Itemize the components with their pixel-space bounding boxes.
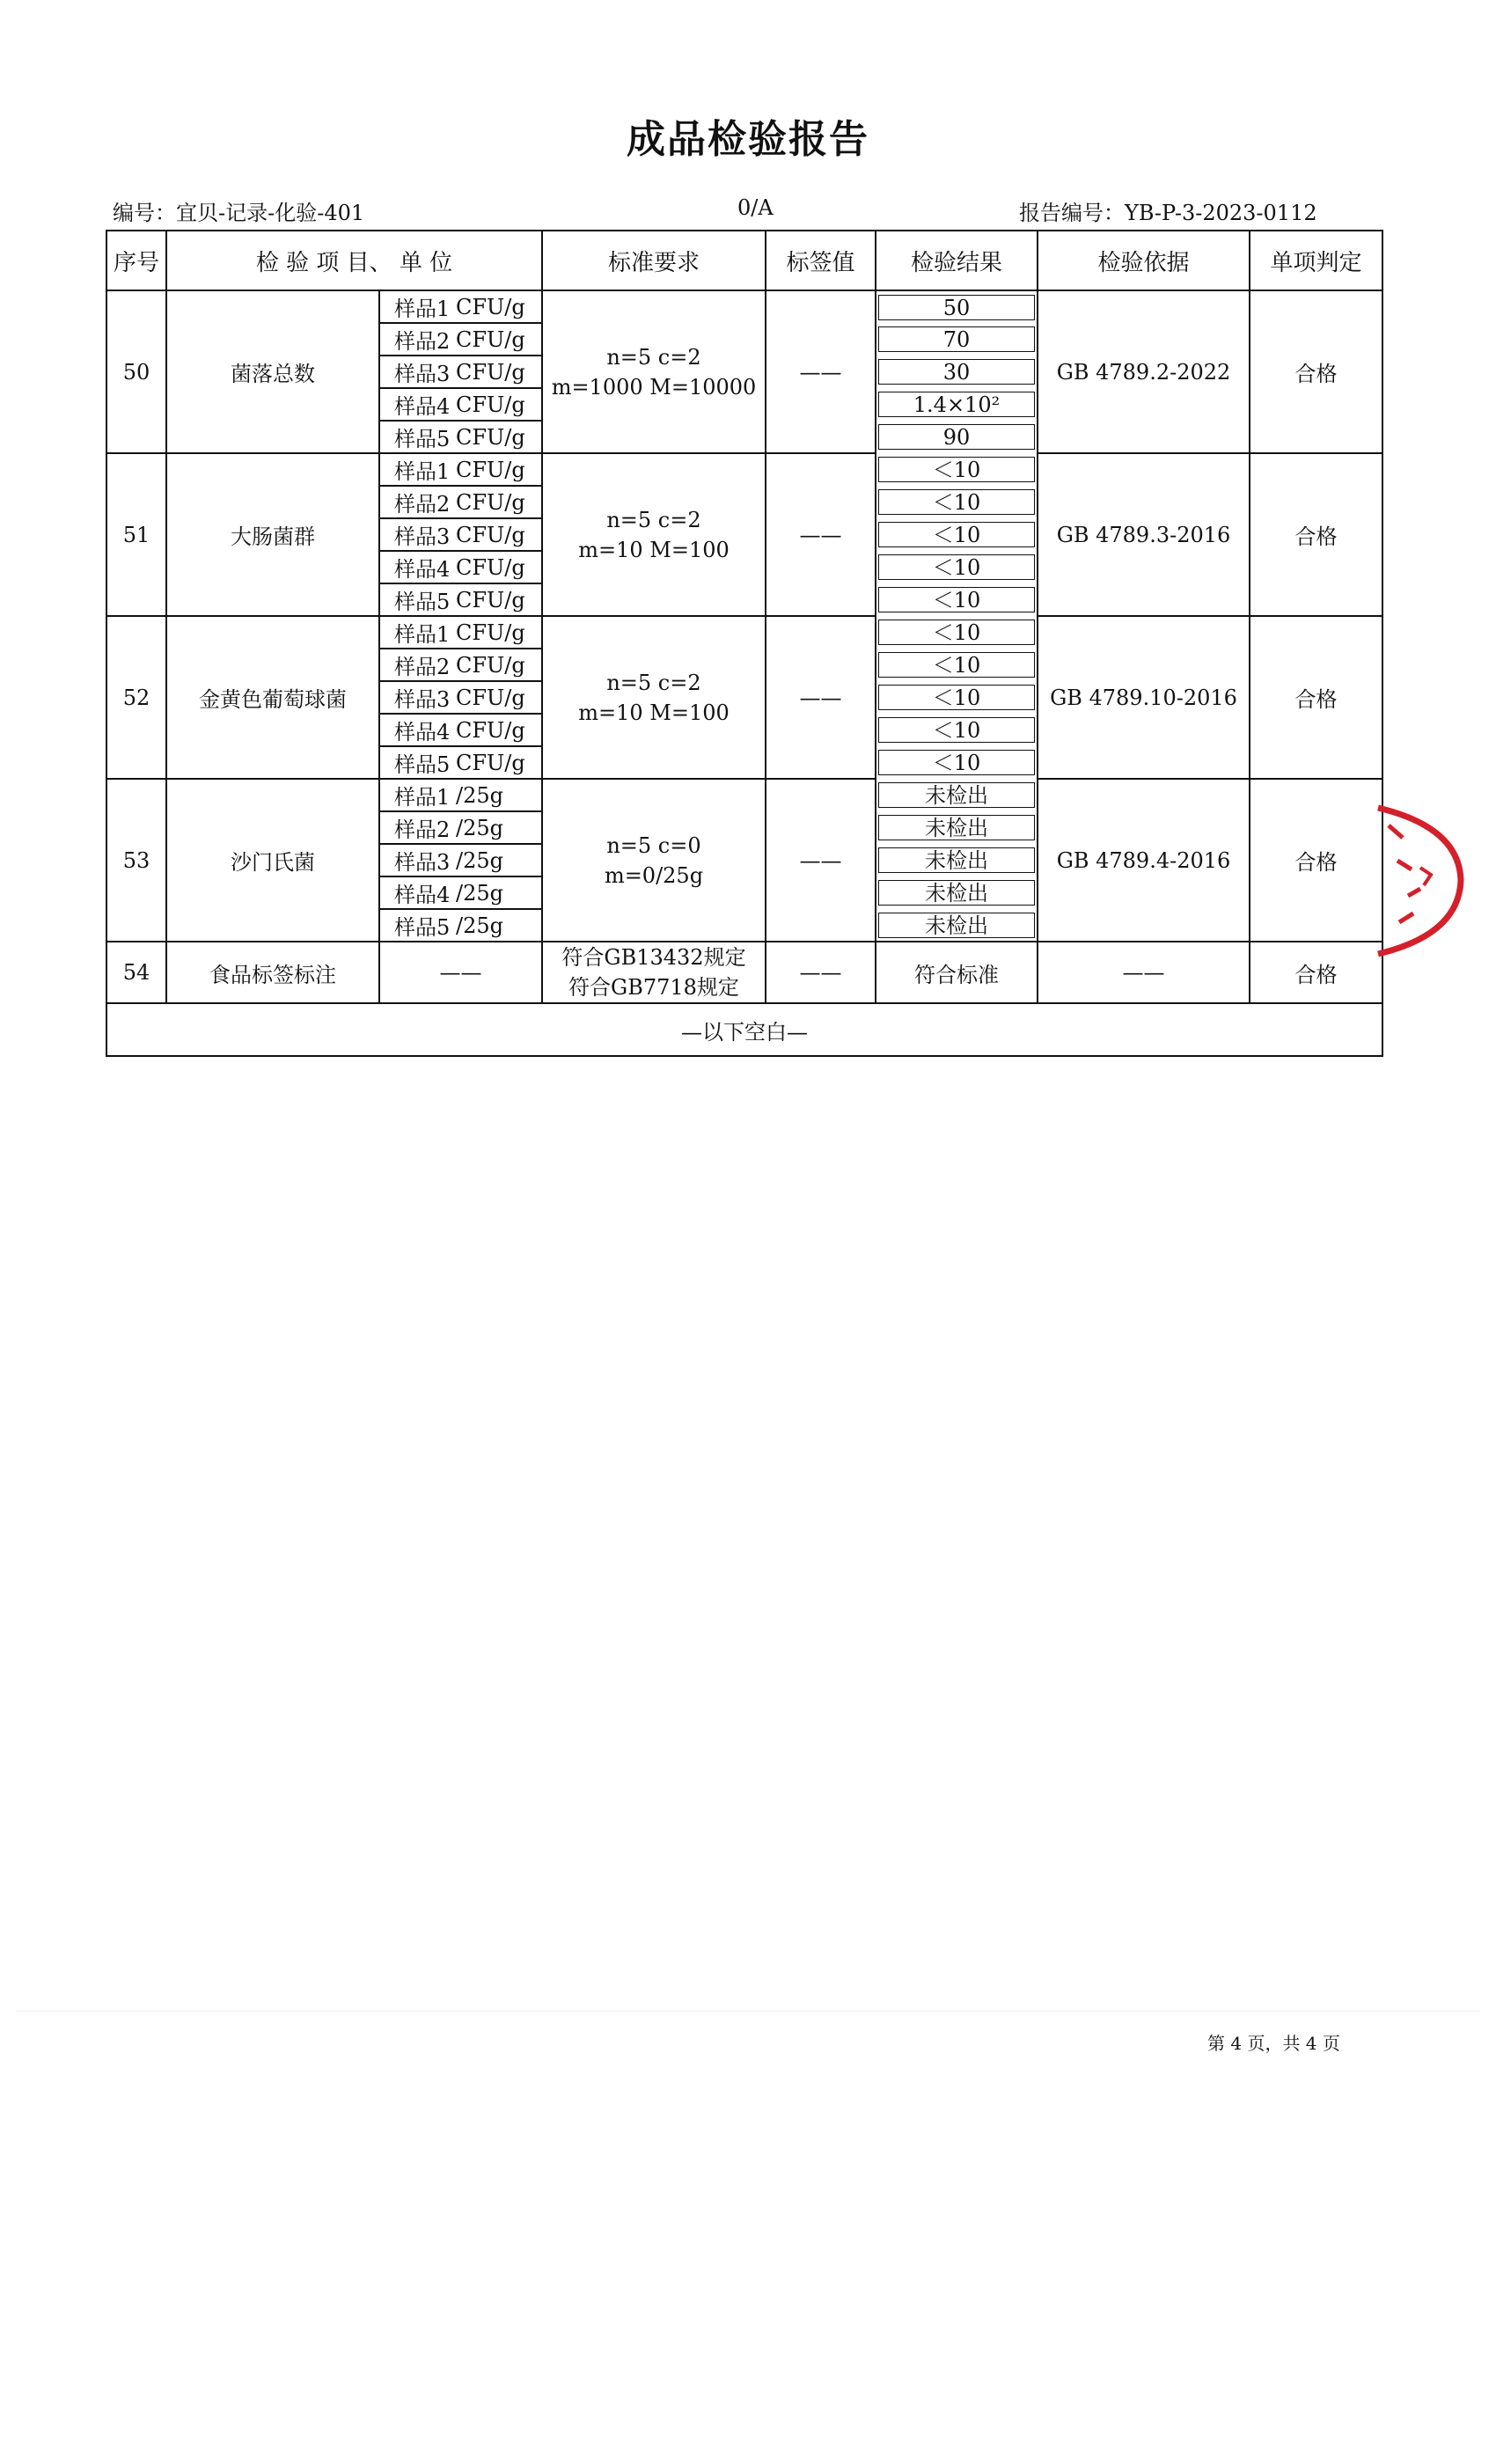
- sample-unit: CFU/g: [444, 616, 542, 649]
- result-value: ＜10: [878, 620, 1035, 645]
- row-no: 52: [106, 616, 166, 779]
- sample-label: 样品1: [379, 290, 444, 323]
- sample-unit: CFU/g: [444, 649, 542, 681]
- result-cell: [876, 583, 1038, 616]
- row-no: 54: [106, 942, 166, 1003]
- result-value: ＜10: [878, 587, 1035, 612]
- sample-unit: /25g: [444, 909, 542, 942]
- sample-label: 样品4: [379, 388, 444, 421]
- sample-unit: CFU/g: [444, 714, 542, 746]
- test-basis: GB 4789.10-2016: [1038, 616, 1250, 779]
- standard-line-2: 符合GB7718规定: [568, 975, 739, 1000]
- result-cell: [876, 551, 1038, 583]
- result-cell: [876, 518, 1038, 551]
- sample-label: 样品1: [379, 779, 444, 811]
- sample-unit: /25g: [444, 811, 542, 844]
- result-cell: [876, 844, 1038, 876]
- result-cell: [876, 681, 1038, 714]
- sample-unit: CFU/g: [444, 388, 542, 421]
- item-name: 金黄色葡萄球菌: [166, 616, 379, 779]
- sample-label: 样品3: [379, 518, 444, 551]
- scan-edge-line: [16, 2011, 1480, 2012]
- result-value: 未检出: [878, 815, 1035, 840]
- sample-row: [106, 779, 1382, 811]
- result-value: 30: [878, 359, 1035, 385]
- result-value: ＜10: [878, 717, 1035, 743]
- standard-line-2: m=0/25g: [604, 862, 704, 888]
- standard-line-1: n=5 c=2: [606, 344, 701, 370]
- standard-line-1: 符合GB13432规定: [561, 945, 746, 970]
- table-body: [106, 290, 1382, 1056]
- sample-label: 样品1: [379, 453, 444, 486]
- report-number: 报告编号：YB-P-3-2023-0112: [1019, 201, 1317, 225]
- result-cell: [876, 486, 1038, 518]
- item-name: 菌落总数: [166, 290, 379, 453]
- judgement: 合格: [1250, 942, 1382, 1003]
- label-value: ——: [766, 779, 876, 942]
- standard-requirement: [542, 453, 766, 616]
- sample-label: 样品3: [379, 681, 444, 714]
- row-no: 53: [106, 779, 166, 942]
- document-title: 成品检验报告: [627, 117, 869, 162]
- result-cell: [876, 876, 1038, 909]
- result-value: 未检出: [878, 847, 1035, 873]
- red-seal-stamp: [1373, 792, 1470, 968]
- sample-unit: /25g: [444, 779, 542, 811]
- header-result: 检验结果: [876, 231, 1038, 290]
- result-value: 50: [878, 295, 1035, 320]
- sample-unit: CFU/g: [444, 583, 542, 616]
- result-cell: [876, 714, 1038, 746]
- result-value: ＜10: [878, 685, 1035, 710]
- result-cell: [876, 290, 1038, 323]
- result-value: 未检出: [878, 913, 1035, 938]
- sample-label: 样品4: [379, 551, 444, 583]
- label-value: ——: [766, 453, 876, 616]
- header-no: 序号: [106, 231, 166, 290]
- sample-unit: CFU/g: [444, 356, 542, 388]
- sample-unit: CFU/g: [444, 290, 542, 323]
- sample-unit: CFU/g: [444, 746, 542, 779]
- sample-unit: CFU/g: [444, 681, 542, 714]
- judgement: 合格: [1250, 616, 1382, 779]
- sample-unit: CFU/g: [444, 551, 542, 583]
- standard-requirement: [542, 290, 766, 453]
- standard-requirement: [542, 779, 766, 942]
- sample-unit: /25g: [444, 876, 542, 909]
- result-cell: [876, 811, 1038, 844]
- sample-label: 样品5: [379, 583, 444, 616]
- result-cell: [876, 616, 1038, 649]
- page-number: 第 4 页，共 4 页: [1207, 2033, 1340, 2054]
- item-name: 大肠菌群: [166, 453, 379, 616]
- standard-requirement: [542, 616, 766, 779]
- result-cell: [876, 779, 1038, 811]
- result-cell: [876, 649, 1038, 681]
- item-unit: ——: [379, 942, 542, 1003]
- sample-label: 样品3: [379, 844, 444, 876]
- row-no: 50: [106, 290, 166, 453]
- sample-label: 样品5: [379, 909, 444, 942]
- end-note: —以下空白—: [106, 1003, 1382, 1056]
- item-name: 食品标签标注: [166, 942, 379, 1003]
- sample-label: 样品2: [379, 323, 444, 356]
- sample-unit: CFU/g: [444, 323, 542, 356]
- sample-label: 样品4: [379, 876, 444, 909]
- test-basis: GB 4789.2-2022: [1038, 290, 1250, 453]
- result-value: ＜10: [878, 489, 1035, 515]
- table-row: [106, 942, 1382, 1003]
- judgement: 合格: [1250, 779, 1382, 942]
- standard-requirement: [542, 942, 766, 1003]
- result-cell: [876, 453, 1038, 486]
- item-name: 沙门氏菌: [166, 779, 379, 942]
- header-label-value: 标签值: [766, 231, 876, 290]
- standard-line-2: m=10 M=100: [578, 537, 730, 562]
- result-value: 90: [878, 424, 1035, 450]
- result-value: 1.4×10²: [878, 392, 1035, 417]
- revision: 0/A: [737, 195, 774, 220]
- standard-line-1: n=5 c=0: [606, 832, 701, 858]
- result-value: ＜10: [878, 554, 1035, 580]
- row-no: 51: [106, 453, 166, 616]
- sample-unit: CFU/g: [444, 486, 542, 518]
- sample-row: [106, 290, 1382, 323]
- sample-unit: /25g: [444, 844, 542, 876]
- sample-label: 样品5: [379, 746, 444, 779]
- judgement: 合格: [1250, 290, 1382, 453]
- result-cell: [876, 746, 1038, 779]
- result-cell: [876, 323, 1038, 356]
- result-value: ＜10: [878, 522, 1035, 547]
- judgement: 合格: [1250, 453, 1382, 616]
- result-value: 70: [878, 326, 1035, 352]
- result-cell: [876, 388, 1038, 421]
- header-item: 检 验 项 目、 单 位: [166, 231, 542, 290]
- label-value: ——: [766, 290, 876, 453]
- header-standard: 标准要求: [542, 231, 766, 290]
- sample-label: 样品1: [379, 616, 444, 649]
- result-value: ＜10: [878, 750, 1035, 775]
- inspection-table: [106, 230, 1383, 1057]
- standard-line-2: m=1000 M=10000: [551, 374, 757, 400]
- sample-label: 样品2: [379, 811, 444, 844]
- result-value: ＜10: [878, 457, 1035, 482]
- end-note-row: [106, 1003, 1382, 1056]
- record-number: 编号：宜贝-记录-化验-401: [113, 201, 365, 225]
- result-cell: [876, 356, 1038, 388]
- test-basis: ——: [1038, 942, 1250, 1003]
- header-basis: 检验依据: [1038, 231, 1250, 290]
- result-value: ＜10: [878, 652, 1035, 678]
- standard-line-1: n=5 c=2: [606, 507, 701, 532]
- label-value: ——: [766, 616, 876, 779]
- sample-label: 样品4: [379, 714, 444, 746]
- sample-row: [106, 616, 1382, 649]
- sample-unit: CFU/g: [444, 421, 542, 453]
- result-cell: [876, 909, 1038, 942]
- result-cell: [876, 421, 1038, 453]
- header-judgement: 单项判定: [1250, 231, 1382, 290]
- sample-label: 样品3: [379, 356, 444, 388]
- sample-label: 样品2: [379, 649, 444, 681]
- sample-row: [106, 453, 1382, 486]
- standard-line-1: n=5 c=2: [606, 670, 701, 695]
- label-value: ——: [766, 942, 876, 1003]
- table-header-row: [106, 231, 1382, 290]
- result-value: 未检出: [878, 782, 1035, 808]
- sample-unit: CFU/g: [444, 518, 542, 551]
- result-value: 未检出: [878, 880, 1035, 906]
- result-value: 符合标准: [876, 942, 1038, 1003]
- test-basis: GB 4789.3-2016: [1038, 453, 1250, 616]
- sample-unit: CFU/g: [444, 453, 542, 486]
- sample-label: 样品2: [379, 486, 444, 518]
- sample-label: 样品5: [379, 421, 444, 453]
- standard-line-2: m=10 M=100: [578, 700, 730, 725]
- test-basis: GB 4789.4-2016: [1038, 779, 1250, 942]
